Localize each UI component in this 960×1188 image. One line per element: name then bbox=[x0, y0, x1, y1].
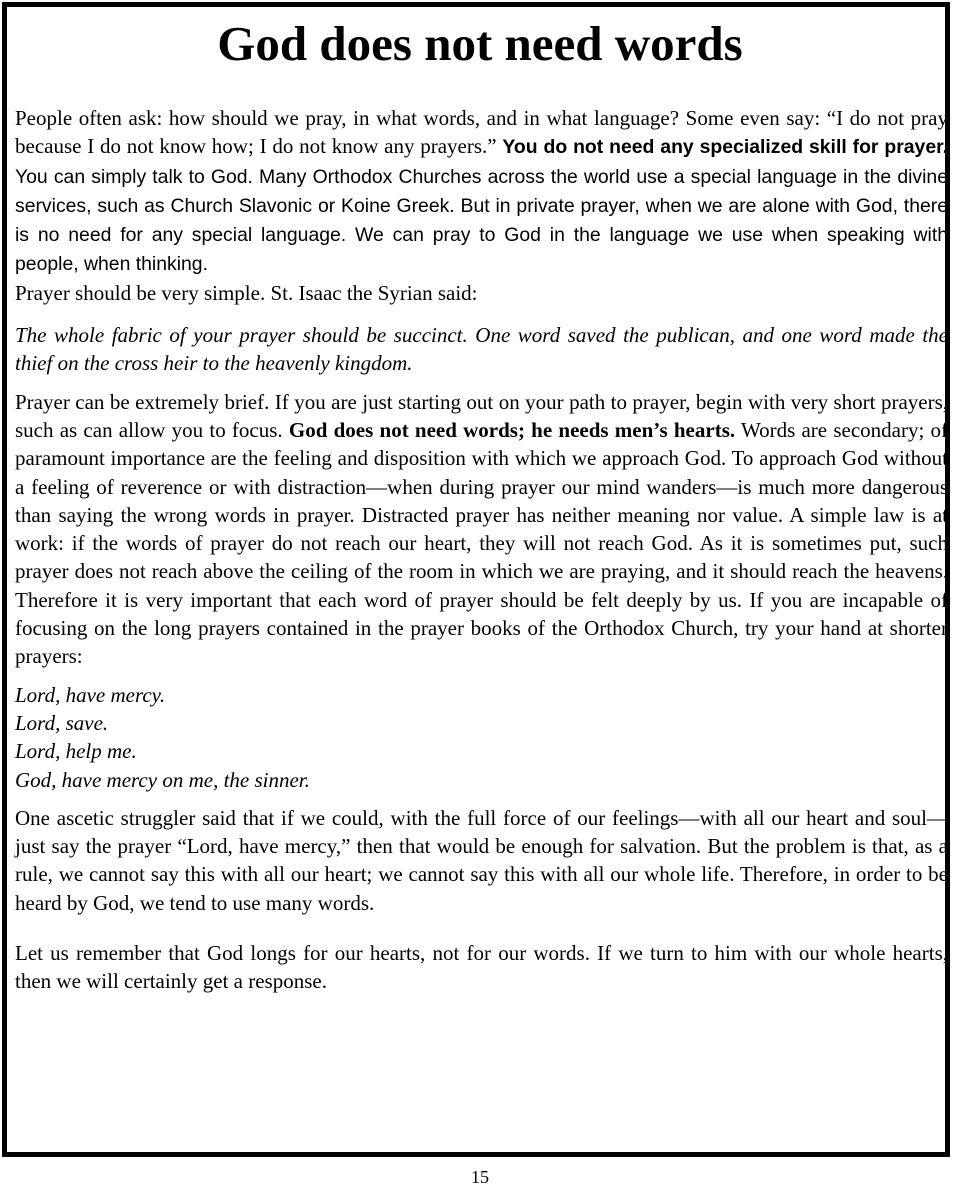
intro-paragraph bbox=[15, 104, 948, 279]
brevity-paragraph bbox=[15, 388, 948, 671]
page-number: 15 bbox=[471, 1167, 489, 1187]
isaac-quote: The whole fabric of your prayer should be succinct. One word saved the publican, and one word made the thief on the cross heir to the heavenly kingdom. bbox=[15, 323, 948, 376]
brevity-text: Prayer can be extremely brief. If you are just starting out on your path to prayer, begin with very short prayers, such as can allow you to focus. bbox=[15, 389, 948, 442]
intro-continued-text: Many Orthodox Churches across the world use a special language in the divine services, such as Church Slavonic or Koine Greek. But in private prayer, when we are alone with God, there is no need for any special language. We can pray to God in the language we use when speaking with people, when thinking. bbox=[15, 165, 948, 276]
prayer-line: God, have mercy on me, the sinner. bbox=[15, 767, 310, 792]
article-body bbox=[15, 104, 948, 996]
page-title: God does not need words bbox=[217, 16, 743, 71]
prayer-line: Lord, help me. bbox=[15, 739, 137, 764]
intro-text: People often ask: how should we pray, in what words, and in what language? Some even say: “I do not pray because I do not know how; I do not know any prayers.” bbox=[15, 106, 948, 159]
short-prayers-list bbox=[15, 681, 948, 794]
brevity-emphasis: God does not need words; he needs men’s hearts. bbox=[288, 417, 736, 442]
prayer-line: Lord, save. bbox=[15, 710, 109, 735]
intro-sans-text: You can simply talk to God. bbox=[15, 165, 253, 188]
simplicity-paragraph: Prayer should be very simple. St. Isaac the Syrian said: bbox=[15, 280, 478, 305]
intro-emphasis: You do not need any specialized skill for prayer. bbox=[502, 136, 948, 159]
brevity-continued-text: Words are secondary; of paramount importance are the feeling and disposition with which we approach God. To approach God without a feeling of reverence or with distraction—when during prayer our mind wanders—is much more dangerous than saying the wrong words in prayer. Distracted prayer has neither meaning nor value. A simple law is at work: if the words of prayer do not reach our heart, they will not reach God. As it is sometimes put, such prayer does not reach above the ceiling of the room in which we are praying, and it should reach the heavens. Therefore it is very important that each word of prayer should be felt deeply by us. If you are incapable of focusing on the long prayers contained in the prayer books of the Orthodox Church, try your hand at shorter prayers: bbox=[15, 417, 949, 669]
ascetic-paragraph: One ascetic struggler said that if we could, with the full force of our feelings—with all our heart and soul—just say the prayer “Lord, have mercy,” then that would be enough for salvation. But the problem is that, as a rule, we cannot say this with all our heart; we cannot say this with all our whole life. Therefore, in order to be heard by God, we tend to use many words. bbox=[15, 805, 948, 915]
prayer-line: Lord, have mercy. bbox=[15, 682, 166, 707]
closing-paragraph: Let us remember that God longs for our hearts, not for our words. If we turn to him with our whole hearts, then we will certainly get a response. bbox=[15, 941, 948, 994]
